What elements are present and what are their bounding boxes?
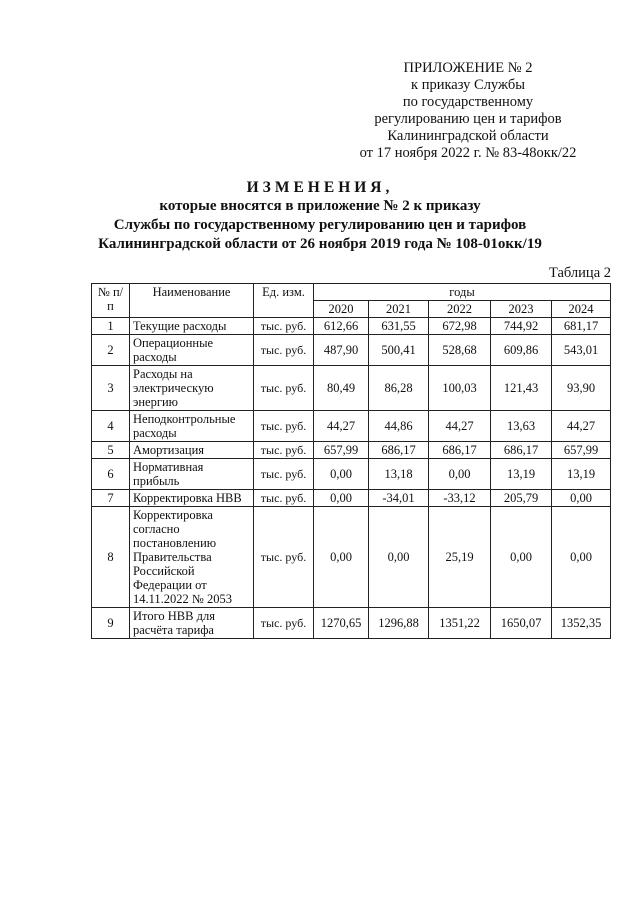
row-number-cell: 2 bbox=[92, 335, 130, 366]
row-value-cell: 25,19 bbox=[429, 507, 491, 608]
year-header: 2021 bbox=[369, 301, 429, 318]
row-name-cell: Корректировка НВВ bbox=[130, 490, 254, 507]
row-value-cell: 686,17 bbox=[369, 442, 429, 459]
row-number-cell: 8 bbox=[92, 507, 130, 608]
row-value-cell: 543,01 bbox=[552, 335, 611, 366]
row-value-cell: 13,63 bbox=[491, 411, 552, 442]
row-value-cell: 44,27 bbox=[429, 411, 491, 442]
row-unit-cell: тыс. руб. bbox=[254, 490, 314, 507]
tariff-table bbox=[91, 283, 611, 639]
table-row bbox=[92, 442, 611, 459]
row-value-cell: 100,03 bbox=[429, 366, 491, 411]
row-value-cell: 672,98 bbox=[429, 318, 491, 335]
row-value-cell: 0,00 bbox=[491, 507, 552, 608]
header-line: к приказу Службы bbox=[411, 77, 525, 93]
row-value-cell: 500,41 bbox=[369, 335, 429, 366]
row-name-cell: Текущие расходы bbox=[130, 318, 254, 335]
table-row bbox=[92, 459, 611, 490]
row-number-cell: 9 bbox=[92, 608, 130, 639]
row-name-cell: Расходы на электрическую энергию bbox=[130, 366, 254, 411]
row-number-cell: 7 bbox=[92, 490, 130, 507]
title-line: Службы по государственному регулированию цен и тарифов bbox=[113, 217, 527, 233]
row-name-cell: Корректировка согласно постановлению Правительства Российской Федерации от 14.11.2022 № 2053 bbox=[130, 507, 254, 608]
row-value-cell: 1270,65 bbox=[314, 608, 369, 639]
year-header: 2023 bbox=[491, 301, 552, 318]
row-value-cell: 121,43 bbox=[491, 366, 552, 411]
row-name-cell: Итого НВВ для расчёта тарифа bbox=[130, 608, 254, 639]
document-title bbox=[20, 178, 620, 254]
row-value-cell: 0,00 bbox=[429, 459, 491, 490]
col-header-unit: Ед. изм. bbox=[254, 284, 314, 318]
row-value-cell: 13,19 bbox=[491, 459, 552, 490]
row-value-cell: 1351,22 bbox=[429, 608, 491, 639]
row-unit-cell: тыс. руб. bbox=[254, 366, 314, 411]
row-unit-cell: тыс. руб. bbox=[254, 507, 314, 608]
row-unit-cell: тыс. руб. bbox=[254, 608, 314, 639]
row-unit-cell: тыс. руб. bbox=[254, 318, 314, 335]
table-row bbox=[92, 608, 611, 639]
header-row bbox=[92, 284, 611, 301]
row-value-cell: 0,00 bbox=[369, 507, 429, 608]
table-caption: Таблица 2 bbox=[548, 265, 611, 281]
row-value-cell: 13,18 bbox=[369, 459, 429, 490]
row-number-cell: 6 bbox=[92, 459, 130, 490]
row-value-cell: 681,17 bbox=[552, 318, 611, 335]
row-value-cell: 0,00 bbox=[552, 490, 611, 507]
row-name-cell: Операционные расходы bbox=[130, 335, 254, 366]
table-row bbox=[92, 318, 611, 335]
header-line: ПРИЛОЖЕНИЕ № 2 bbox=[403, 60, 533, 76]
table-body bbox=[92, 318, 611, 639]
row-value-cell: 686,17 bbox=[491, 442, 552, 459]
row-value-cell: 0,00 bbox=[314, 490, 369, 507]
title-line: ИЗМЕНЕНИЯ, bbox=[246, 179, 394, 196]
col-header-years: годы bbox=[314, 284, 611, 301]
row-number-cell: 1 bbox=[92, 318, 130, 335]
row-value-cell: 528,68 bbox=[429, 335, 491, 366]
row-value-cell: 686,17 bbox=[429, 442, 491, 459]
header-line: регулированию цен и тарифов bbox=[374, 111, 562, 127]
title-line: Калининградской области от 26 ноября 2019 года № 108-01окк/19 bbox=[98, 236, 542, 252]
table-row bbox=[92, 507, 611, 608]
row-name-cell: Неподконтрольные расходы bbox=[130, 411, 254, 442]
row-value-cell: 631,55 bbox=[369, 318, 429, 335]
row-name-cell: Нормативная прибыль bbox=[130, 459, 254, 490]
row-value-cell: 86,28 bbox=[369, 366, 429, 411]
col-header-num: № п/п bbox=[92, 284, 130, 318]
row-name-cell: Амортизация bbox=[130, 442, 254, 459]
row-unit-cell: тыс. руб. bbox=[254, 442, 314, 459]
row-value-cell: 657,99 bbox=[552, 442, 611, 459]
row-value-cell: 93,90 bbox=[552, 366, 611, 411]
row-value-cell: 0,00 bbox=[314, 459, 369, 490]
row-value-cell: 80,49 bbox=[314, 366, 369, 411]
table-row bbox=[92, 411, 611, 442]
row-value-cell: 13,19 bbox=[552, 459, 611, 490]
title-line: которые вносятся в приложение № 2 к приказу bbox=[159, 198, 481, 214]
header-line: Калининградской области bbox=[387, 128, 549, 144]
row-value-cell: 1650,07 bbox=[491, 608, 552, 639]
row-value-cell: 487,90 bbox=[314, 335, 369, 366]
row-value-cell: -33,12 bbox=[429, 490, 491, 507]
year-header: 2020 bbox=[314, 301, 369, 318]
row-value-cell: 744,92 bbox=[491, 318, 552, 335]
row-value-cell: 44,27 bbox=[552, 411, 611, 442]
table-row bbox=[92, 490, 611, 507]
row-number-cell: 5 bbox=[92, 442, 130, 459]
table-row bbox=[92, 335, 611, 366]
appendix-header bbox=[328, 60, 608, 162]
row-value-cell: -34,01 bbox=[369, 490, 429, 507]
row-value-cell: 1352,35 bbox=[552, 608, 611, 639]
table-row bbox=[92, 366, 611, 411]
header-line: по государственному bbox=[402, 94, 534, 110]
row-unit-cell: тыс. руб. bbox=[254, 335, 314, 366]
row-value-cell: 205,79 bbox=[491, 490, 552, 507]
row-value-cell: 0,00 bbox=[552, 507, 611, 608]
row-value-cell: 612,66 bbox=[314, 318, 369, 335]
row-number-cell: 3 bbox=[92, 366, 130, 411]
row-value-cell: 1296,88 bbox=[369, 608, 429, 639]
row-value-cell: 44,86 bbox=[369, 411, 429, 442]
row-value-cell: 609,86 bbox=[491, 335, 552, 366]
row-value-cell: 0,00 bbox=[314, 507, 369, 608]
row-number-cell: 4 bbox=[92, 411, 130, 442]
year-header: 2024 bbox=[552, 301, 611, 318]
col-header-name: Наименование bbox=[130, 284, 254, 318]
row-unit-cell: тыс. руб. bbox=[254, 411, 314, 442]
row-value-cell: 657,99 bbox=[314, 442, 369, 459]
year-header: 2022 bbox=[429, 301, 491, 318]
header-line: от 17 ноября 2022 г. № 83-48окк/22 bbox=[359, 145, 577, 161]
row-value-cell: 44,27 bbox=[314, 411, 369, 442]
row-unit-cell: тыс. руб. bbox=[254, 459, 314, 490]
